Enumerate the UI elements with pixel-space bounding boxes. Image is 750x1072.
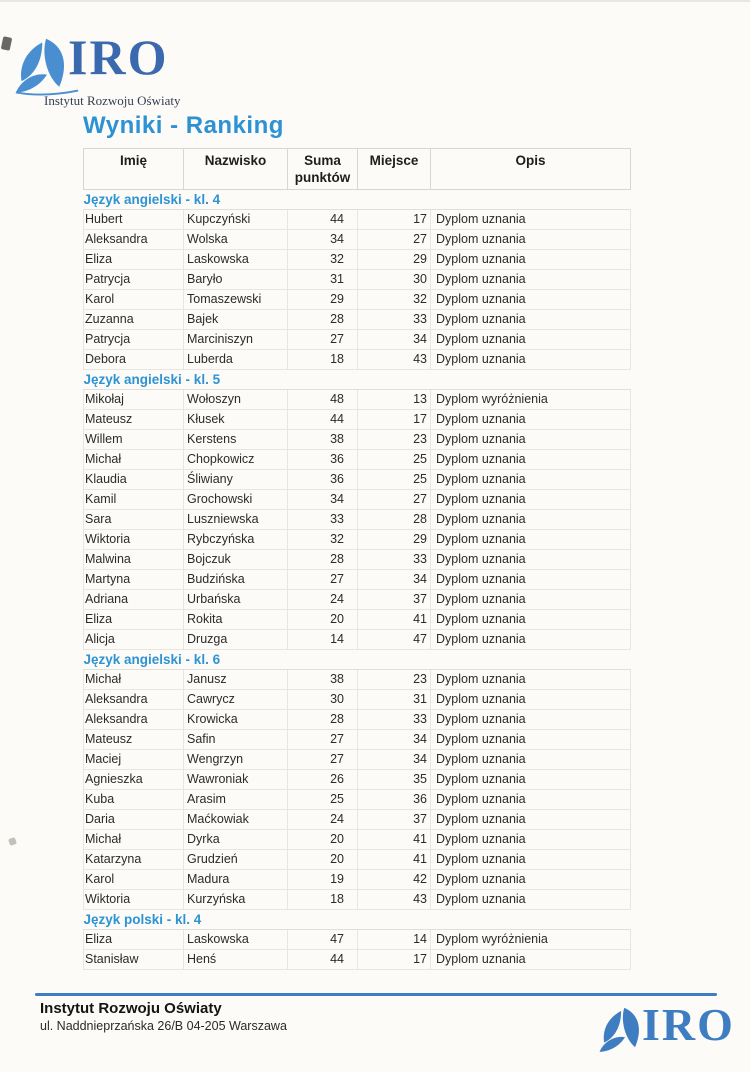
cell-nazwisko: Kurzyńska [184, 890, 288, 910]
table-row [84, 390, 631, 410]
cell-nazwisko: Henś [184, 950, 288, 970]
cell-opis: Dyplom uznania [431, 490, 631, 510]
cell-nazwisko: Madura [184, 870, 288, 890]
cell-imie: Michał [84, 830, 184, 850]
cell-imie: Patrycja [84, 270, 184, 290]
cell-miejsce: 34 [358, 730, 431, 750]
cell-miejsce: 41 [358, 610, 431, 630]
table-row [84, 310, 631, 330]
cell-opis: Dyplom uznania [431, 630, 631, 650]
cell-suma-punktow: 30 [288, 690, 358, 710]
cell-miejsce: 25 [358, 450, 431, 470]
cell-nazwisko: Kłusek [184, 410, 288, 430]
table-row [84, 950, 631, 970]
cell-suma-punktow: 34 [288, 490, 358, 510]
cell-imie: Stanisław [84, 950, 184, 970]
logo-text: IRO [642, 999, 735, 1050]
cell-suma-punktow: 31 [288, 270, 358, 290]
cell-miejsce: 33 [358, 710, 431, 730]
cell-imie: Katarzyna [84, 850, 184, 870]
table-row [84, 670, 631, 690]
cell-suma-punktow: 32 [288, 530, 358, 550]
cell-imie: Alicja [84, 630, 184, 650]
section-label: Język angielski - kl. 5 [84, 370, 631, 390]
cell-nazwisko: Safin [184, 730, 288, 750]
cell-nazwisko: Luszniewska [184, 510, 288, 530]
cell-suma-punktow: 26 [288, 770, 358, 790]
cell-opis: Dyplom uznania [431, 210, 631, 230]
cell-suma-punktow: 28 [288, 310, 358, 330]
table-row [84, 730, 631, 750]
table-row [84, 470, 631, 490]
cell-suma-punktow: 29 [288, 290, 358, 310]
table-row [84, 570, 631, 590]
cell-suma-punktow: 25 [288, 790, 358, 810]
cell-nazwisko: Tomaszewski [184, 290, 288, 310]
cell-nazwisko: Grudzień [184, 850, 288, 870]
cell-opis: Dyplom uznania [431, 470, 631, 490]
cell-miejsce: 35 [358, 770, 431, 790]
cell-opis: Dyplom uznania [431, 530, 631, 550]
cell-opis: Dyplom uznania [431, 450, 631, 470]
cell-nazwisko: Cawrycz [184, 690, 288, 710]
cell-imie: Aleksandra [84, 690, 184, 710]
table-row [84, 550, 631, 570]
cell-suma-punktow: 18 [288, 890, 358, 910]
cell-opis: Dyplom uznania [431, 950, 631, 970]
cell-suma-punktow: 18 [288, 350, 358, 370]
section-row [84, 190, 631, 210]
cell-imie: Debora [84, 350, 184, 370]
cell-nazwisko: Wolska [184, 230, 288, 250]
cell-imie: Michał [84, 670, 184, 690]
table-row [84, 490, 631, 510]
cell-miejsce: 43 [358, 350, 431, 370]
cell-miejsce: 23 [358, 670, 431, 690]
section-row [84, 650, 631, 670]
cell-imie: Zuzanna [84, 310, 184, 330]
table-row [84, 790, 631, 810]
cell-imie: Daria [84, 810, 184, 830]
cell-miejsce: 30 [358, 270, 431, 290]
cell-suma-punktow: 36 [288, 450, 358, 470]
cell-imie: Patrycja [84, 330, 184, 350]
cell-opis: Dyplom uznania [431, 310, 631, 330]
cell-opis: Dyplom uznania [431, 770, 631, 790]
cell-suma-punktow: 44 [288, 210, 358, 230]
column-header-miejsce: Miejsce [358, 149, 431, 190]
cell-nazwisko: Rokita [184, 610, 288, 630]
cell-miejsce: 28 [358, 510, 431, 530]
table-row [84, 250, 631, 270]
cell-suma-punktow: 14 [288, 630, 358, 650]
cell-suma-punktow: 27 [288, 330, 358, 350]
scan-edge [0, 0, 750, 2]
cell-suma-punktow: 48 [288, 390, 358, 410]
cell-miejsce: 17 [358, 410, 431, 430]
table-row [84, 530, 631, 550]
cell-nazwisko: Laskowska [184, 250, 288, 270]
cell-miejsce: 27 [358, 490, 431, 510]
iro-logo [14, 29, 204, 112]
cell-miejsce: 41 [358, 830, 431, 850]
scan-artifact [8, 837, 17, 846]
ranking-table [83, 148, 631, 970]
cell-imie: Eliza [84, 930, 184, 950]
table-row [84, 590, 631, 610]
section-row [84, 370, 631, 390]
table-header-row [84, 149, 631, 190]
cell-nazwisko: Luberda [184, 350, 288, 370]
table-row [84, 690, 631, 710]
cell-opis: Dyplom uznania [431, 350, 631, 370]
cell-suma-punktow: 20 [288, 850, 358, 870]
cell-opis: Dyplom wyróżnienia [431, 930, 631, 950]
page-title: Wyniki - Ranking [83, 112, 284, 139]
cell-suma-punktow: 27 [288, 570, 358, 590]
cell-suma-punktow: 34 [288, 230, 358, 250]
table-row [84, 750, 631, 770]
cell-nazwisko: Wengrzyn [184, 750, 288, 770]
cell-nazwisko: Dyrka [184, 830, 288, 850]
cell-nazwisko: Grochowski [184, 490, 288, 510]
cell-imie: Agnieszka [84, 770, 184, 790]
cell-imie: Sara [84, 510, 184, 530]
cell-miejsce: 42 [358, 870, 431, 890]
cell-miejsce: 34 [358, 570, 431, 590]
cell-miejsce: 14 [358, 930, 431, 950]
cell-miejsce: 43 [358, 890, 431, 910]
cell-nazwisko: Baryło [184, 270, 288, 290]
column-header-suma-punktow: Suma punktów [288, 149, 358, 190]
cell-miejsce: 34 [358, 750, 431, 770]
cell-suma-punktow: 27 [288, 750, 358, 770]
cell-opis: Dyplom uznania [431, 270, 631, 290]
cell-opis: Dyplom uznania [431, 570, 631, 590]
cell-miejsce: 33 [358, 310, 431, 330]
table-row [84, 290, 631, 310]
cell-nazwisko: Śliwiany [184, 470, 288, 490]
cell-nazwisko: Maćkowiak [184, 810, 288, 830]
table-row [84, 270, 631, 290]
table-row [84, 510, 631, 530]
cell-miejsce: 17 [358, 210, 431, 230]
cell-imie: Mikołaj [84, 390, 184, 410]
cell-suma-punktow: 19 [288, 870, 358, 890]
cell-imie: Adriana [84, 590, 184, 610]
cell-suma-punktow: 28 [288, 710, 358, 730]
cell-nazwisko: Druzga [184, 630, 288, 650]
cell-miejsce: 13 [358, 390, 431, 410]
cell-nazwisko: Bojczuk [184, 550, 288, 570]
cell-nazwisko: Kupczyński [184, 210, 288, 230]
cell-opis: Dyplom uznania [431, 250, 631, 270]
logo-text: IRO [68, 29, 169, 85]
cell-opis: Dyplom wyróżnienia [431, 390, 631, 410]
table-row [84, 630, 631, 650]
cell-nazwisko: Marciniszyn [184, 330, 288, 350]
cell-miejsce: 29 [358, 250, 431, 270]
cell-opis: Dyplom uznania [431, 690, 631, 710]
cell-miejsce: 23 [358, 430, 431, 450]
cell-imie: Martyna [84, 570, 184, 590]
cell-miejsce: 41 [358, 850, 431, 870]
table-row [84, 770, 631, 790]
cell-opis: Dyplom uznania [431, 710, 631, 730]
cell-nazwisko: Arasim [184, 790, 288, 810]
cell-miejsce: 32 [358, 290, 431, 310]
cell-miejsce: 36 [358, 790, 431, 810]
footer-divider [35, 993, 717, 996]
cell-nazwisko: Chopkowicz [184, 450, 288, 470]
cell-nazwisko: Rybczyńska [184, 530, 288, 550]
cell-opis: Dyplom uznania [431, 430, 631, 450]
cell-nazwisko: Budzińska [184, 570, 288, 590]
cell-imie: Hubert [84, 210, 184, 230]
cell-nazwisko: Wawroniak [184, 770, 288, 790]
cell-miejsce: 17 [358, 950, 431, 970]
table-row [84, 330, 631, 350]
cell-opis: Dyplom uznania [431, 830, 631, 850]
cell-suma-punktow: 38 [288, 670, 358, 690]
cell-suma-punktow: 24 [288, 810, 358, 830]
cell-imie: Malwina [84, 550, 184, 570]
table-row [84, 430, 631, 450]
cell-miejsce: 29 [358, 530, 431, 550]
section-label: Język angielski - kl. 4 [84, 190, 631, 210]
cell-nazwisko: Wołoszyn [184, 390, 288, 410]
table-row [84, 890, 631, 910]
cell-miejsce: 31 [358, 690, 431, 710]
cell-nazwisko: Bajek [184, 310, 288, 330]
cell-miejsce: 37 [358, 590, 431, 610]
table-row [84, 870, 631, 890]
cell-opis: Dyplom uznania [431, 550, 631, 570]
cell-suma-punktow: 44 [288, 950, 358, 970]
cell-nazwisko: Urbańska [184, 590, 288, 610]
cell-imie: Kuba [84, 790, 184, 810]
table-row [84, 710, 631, 730]
cell-imie: Wiktoria [84, 530, 184, 550]
cell-opis: Dyplom uznania [431, 890, 631, 910]
cell-opis: Dyplom uznania [431, 330, 631, 350]
iro-logo-footer [598, 999, 750, 1072]
cell-suma-punktow: 33 [288, 510, 358, 530]
cell-opis: Dyplom uznania [431, 610, 631, 630]
cell-imie: Mateusz [84, 410, 184, 430]
cell-miejsce: 27 [358, 230, 431, 250]
logo-tagline: Instytut Rozwoju Oświaty [44, 93, 181, 108]
cell-suma-punktow: 28 [288, 550, 358, 570]
table-row [84, 450, 631, 470]
table-row [84, 610, 631, 630]
cell-suma-punktow: 32 [288, 250, 358, 270]
cell-imie: Eliza [84, 250, 184, 270]
table-row [84, 930, 631, 950]
cell-suma-punktow: 38 [288, 430, 358, 450]
column-header-opis: Opis [431, 149, 631, 190]
cell-suma-punktow: 20 [288, 610, 358, 630]
cell-imie: Kamil [84, 490, 184, 510]
cell-opis: Dyplom uznania [431, 510, 631, 530]
cell-suma-punktow: 44 [288, 410, 358, 430]
cell-opis: Dyplom uznania [431, 730, 631, 750]
footer-organization: Instytut Rozwoju Oświaty [40, 1000, 222, 1017]
cell-imie: Karol [84, 290, 184, 310]
cell-suma-punktow: 20 [288, 830, 358, 850]
cell-imie: Wiktoria [84, 890, 184, 910]
cell-imie: Aleksandra [84, 710, 184, 730]
cell-suma-punktow: 24 [288, 590, 358, 610]
cell-nazwisko: Krowicka [184, 710, 288, 730]
cell-suma-punktow: 36 [288, 470, 358, 490]
cell-imie: Karol [84, 870, 184, 890]
cell-miejsce: 34 [358, 330, 431, 350]
section-row [84, 910, 631, 930]
cell-nazwisko: Kerstens [184, 430, 288, 450]
table-row [84, 230, 631, 250]
table-row [84, 410, 631, 430]
cell-miejsce: 47 [358, 630, 431, 650]
cell-imie: Willem [84, 430, 184, 450]
cell-nazwisko: Laskowska [184, 930, 288, 950]
column-header-nazwisko: Nazwisko [184, 149, 288, 190]
cell-miejsce: 25 [358, 470, 431, 490]
cell-opis: Dyplom uznania [431, 790, 631, 810]
cell-opis: Dyplom uznania [431, 230, 631, 250]
footer-address: ul. Naddnieprzańska 26/B 04-205 Warszawa [40, 1019, 287, 1033]
cell-opis: Dyplom uznania [431, 590, 631, 610]
cell-imie: Eliza [84, 610, 184, 630]
scan-artifact [1, 36, 13, 51]
cell-opis: Dyplom uznania [431, 870, 631, 890]
cell-opis: Dyplom uznania [431, 810, 631, 830]
table-row [84, 850, 631, 870]
section-label: Język polski - kl. 4 [84, 910, 631, 930]
table-row [84, 830, 631, 850]
table-row [84, 350, 631, 370]
cell-opis: Dyplom uznania [431, 290, 631, 310]
cell-opis: Dyplom uznania [431, 850, 631, 870]
cell-miejsce: 37 [358, 810, 431, 830]
cell-imie: Aleksandra [84, 230, 184, 250]
cell-imie: Klaudia [84, 470, 184, 490]
cell-suma-punktow: 47 [288, 930, 358, 950]
cell-opis: Dyplom uznania [431, 750, 631, 770]
table-body [84, 190, 631, 970]
section-label: Język angielski - kl. 6 [84, 650, 631, 670]
cell-imie: Maciej [84, 750, 184, 770]
cell-nazwisko: Janusz [184, 670, 288, 690]
cell-opis: Dyplom uznania [431, 670, 631, 690]
cell-suma-punktow: 27 [288, 730, 358, 750]
cell-miejsce: 33 [358, 550, 431, 570]
table-row [84, 810, 631, 830]
table-row [84, 210, 631, 230]
column-header-imie: Imię [84, 149, 184, 190]
cell-imie: Mateusz [84, 730, 184, 750]
cell-opis: Dyplom uznania [431, 410, 631, 430]
cell-imie: Michał [84, 450, 184, 470]
